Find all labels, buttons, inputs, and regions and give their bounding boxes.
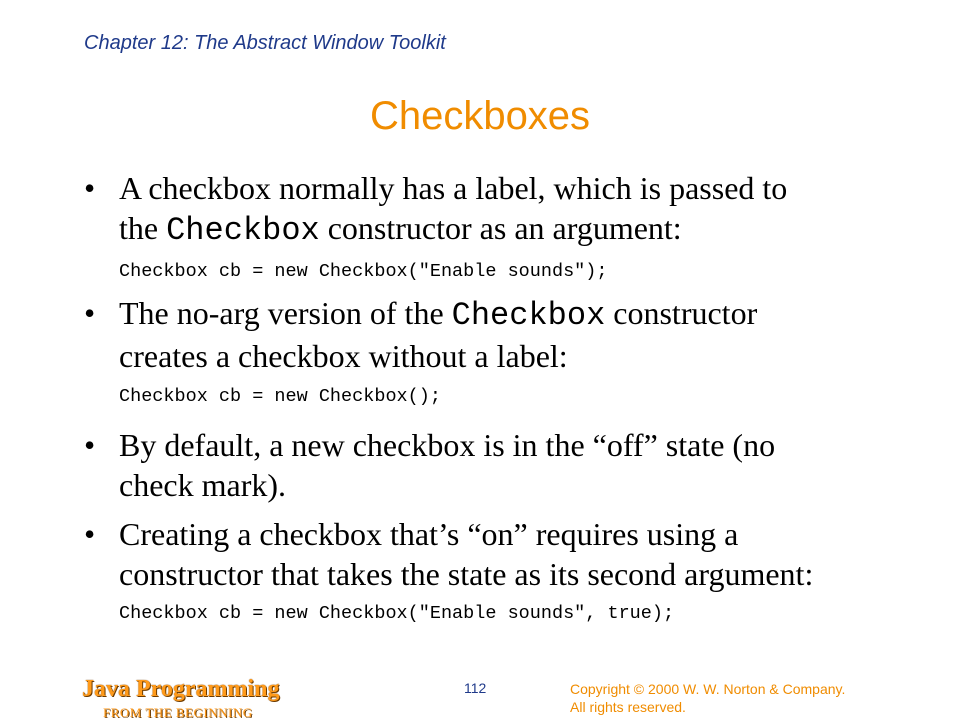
bullet-line: check mark).	[119, 467, 287, 503]
bullet-line: constructor that takes the state as its second argument:	[119, 556, 814, 592]
bullet-symbol: •	[84, 170, 96, 206]
code-inline: Checkbox	[166, 212, 320, 249]
code-example: Checkbox cb = new Checkbox();	[119, 386, 441, 407]
copyright	[570, 680, 950, 716]
bullet-text	[119, 425, 939, 505]
bullet-text	[119, 168, 939, 251]
chapter-header: Chapter 12: The Abstract Window Toolkit	[84, 32, 446, 54]
text-span: the	[119, 210, 167, 246]
copyright-line: All rights reserved.	[570, 699, 686, 715]
bullet-text	[119, 514, 939, 594]
code-inline: Checkbox	[451, 297, 606, 334]
bullet-line: creates a checkbox without a label:	[119, 338, 568, 374]
page-number: 112	[464, 680, 487, 696]
text-span: constructor as an argument:	[319, 210, 682, 246]
text-span: constructor	[605, 295, 758, 331]
code-example: Checkbox cb = new Checkbox("Enable sounds", true);	[119, 603, 675, 624]
bullet-line	[119, 208, 939, 251]
logo-subtitle: FROM THE BEGINNING	[103, 705, 253, 720]
bullet-symbol: •	[84, 427, 96, 463]
bullet-symbol: •	[84, 295, 96, 331]
code-example: Checkbox cb = new Checkbox("Enable sounds");	[119, 261, 608, 282]
bullet-line: A checkbox normally has a label, which is passed to	[119, 170, 788, 206]
bullet-text	[119, 293, 939, 376]
copyright-line: Copyright © 2000 W. W. Norton & Company.	[570, 681, 846, 697]
slide-title: Checkboxes	[369, 94, 591, 138]
logo-title: Java Programming	[82, 676, 280, 702]
bullet-line	[119, 293, 939, 336]
bullet-line: Creating a checkbox that’s “on” requires using a	[119, 516, 739, 552]
bullet-symbol: •	[84, 516, 96, 552]
text-span: The no-arg version of the	[119, 295, 452, 331]
bullet-line: By default, a new checkbox is in the “off” state (no	[119, 427, 776, 463]
